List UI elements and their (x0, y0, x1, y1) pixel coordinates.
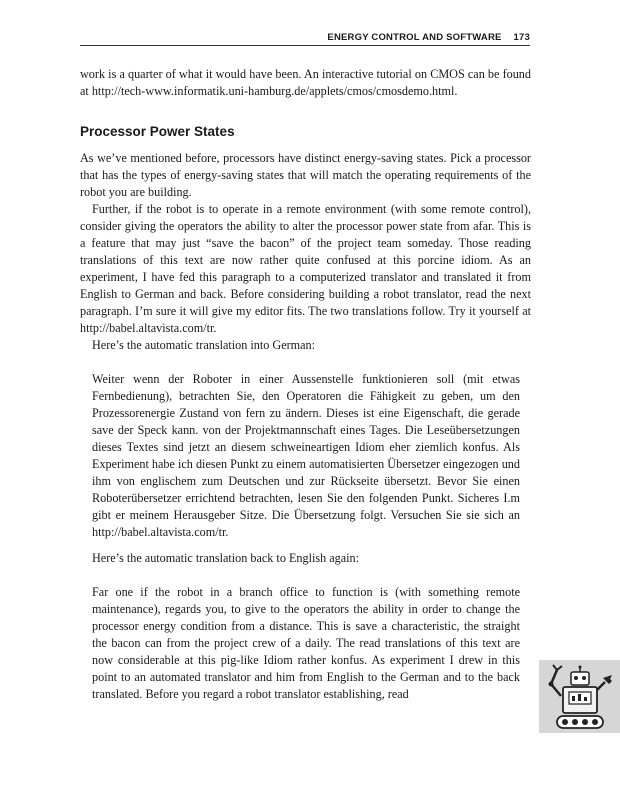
paragraph-energy-states: As we’ve mentioned before, processors have distinct energy-saving states. Pick a processor that has the types of energy-saving states that will match the operating requirements of the robot you are building. (80, 151, 531, 199)
paragraph-remote-control: Further, if the robot is to operate in a remote environment (with some remote control), consider giving the operators the ability to alter the processor power state from afar. This is a feature that may just “save the bacon” of the project team someday. Those reading translations of this text are now rather quite confused at this porcine idiom. As an experiment, I have fed this paragraph to a computerized translator and translated it from English to German and back. Before considering building a robot translator, read the next paragraph. I’m sure it will give my editor fits. The two translations follow. Try it yourself at http://babel.altavista.com/tr. (80, 202, 531, 335)
section-heading: Processor Power States (80, 124, 235, 139)
header-rule (80, 45, 530, 46)
intro-paragraph: work is a quarter of what it would have been. An interactive tutorial on CMOS can be found at http://tech-www.informatik.uni-hamburg.de/applets/cmos/cmosdemo.html. (80, 67, 531, 98)
page-number: 173 (513, 32, 530, 43)
robot-margin-icon-box (539, 660, 620, 733)
running-header-title: ENERGY CONTROL AND SOFTWARE (327, 32, 502, 43)
paragraph-german-intro: Here’s the automatic translation into German: (92, 338, 316, 352)
paragraph-english-intro: Here’s the automatic translation back to English again: (92, 551, 360, 565)
english-translation-quote: Far one if the robot in a branch office to function is (with something remote maintenance), regards you, to give to the operators the ability in order to change the processor energy condition from a distance. This is save a characteristic, the straight the bacon can from the project crew of a daily. The read translations of this text are now considerable at this pig-like Idiom rather konfus. As experiment I drew in this point to an automated translator and him from English to the German and to the back translated. Before you regard a robot translator establishing, read (92, 585, 520, 701)
running-header (80, 32, 530, 43)
german-translation-quote: Weiter wenn der Roboter in einer Aussenstelle funktionieren soll (mit etwas Fernbedienung), betrachten Sie, den Operatoren die Fähigkeit zu geben, um den Prozessorenergie Zustand von fern zu ändern. Dieses ist eine Eigenschaft, die gerade save der Speck kann. von der Projektmannschaft eines Tages. Die Leseübersetzungen dieses Textes sind jetzt an diesem schweineartigen Idiom eher ziemlich konfus. Als Experiment habe ich diesen Punkt zu einem automatisierten Übersetzer eingezogen und ihm von englischem zum Deutschen und zur Rückseite übersetzt. Bevor Sie einen Roboterübersetzer errichtend betrachten, lesen Sie den folgenden Punkt. Sicheres I.m gibt er meinem Herausgeber Sitze. Die Übersetzung folgt. Versuchen Sie sie sich an http://babel.altavista.com/tr. (92, 372, 520, 539)
robot-icon (539, 660, 620, 733)
